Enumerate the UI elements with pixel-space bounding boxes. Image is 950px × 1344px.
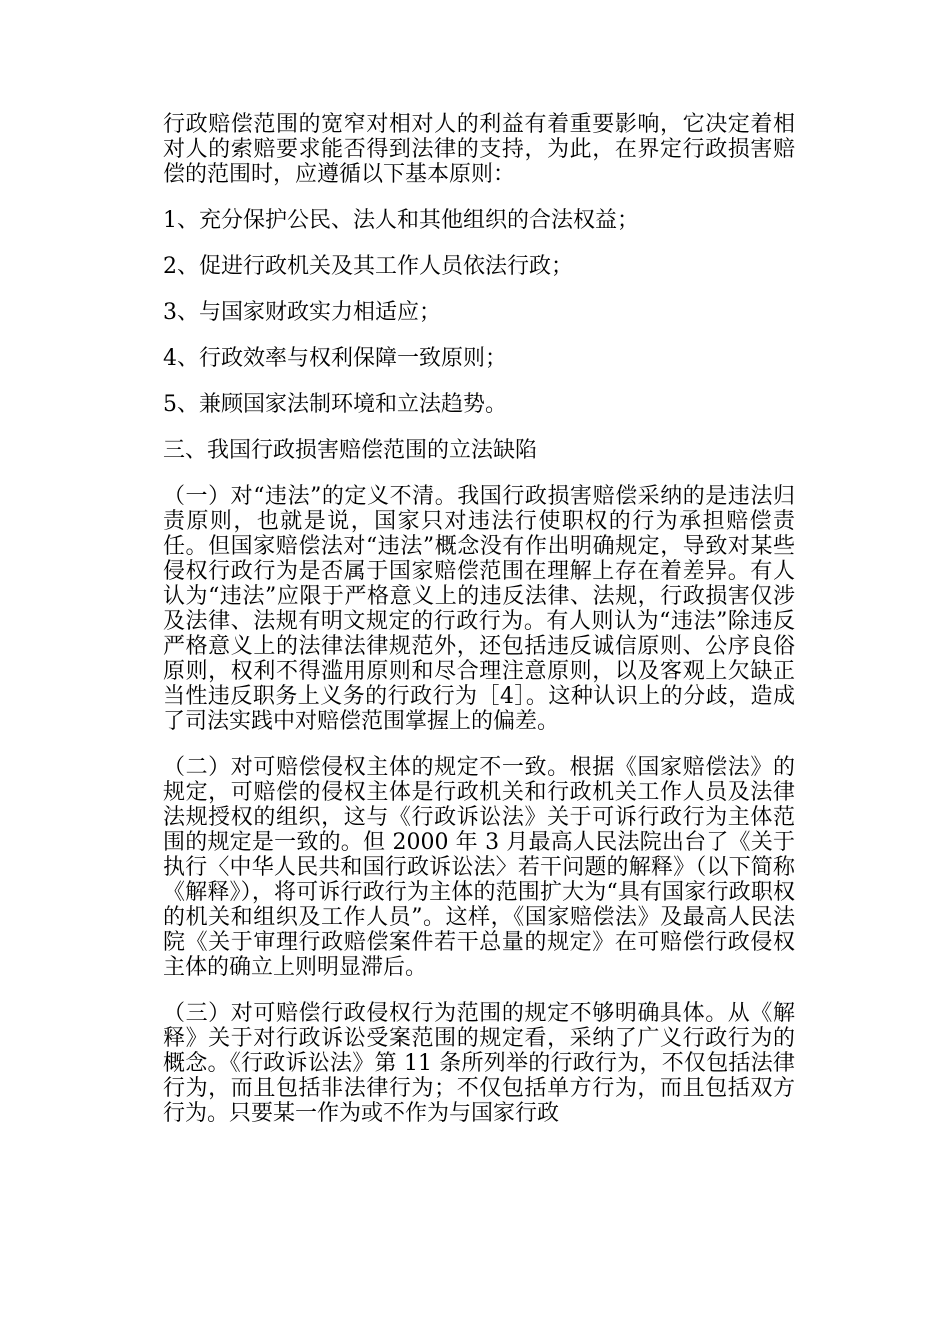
body-paragraph-2: （二）对可赔偿侵权主体的规定不一致。根据《国家赔偿法》的规定，可赔偿的侵权主体是行政机关和行政机关工作人员及法律法规授权的组织，这与《行政诉讼法》关于可诉行政行为主体范围的规定是一致的。但 2000 年 3 月最高人民法院出台了《关于执行〈中华人民共和国行政诉讼法〉若干问题的解释》（以下简称《解释》），将可诉行政行为主体的范围扩大为“具有国家行政职权的机关和组织及工作人员”。这样，《国家赔偿法》及最高人民法院《关于审理行政赔偿案件若干总量的规定》在可赔偿行政侵权主体的确立上则明显滞后。 xyxy=(163,755,795,980)
principle-item-1: 1、充分保护公民、法人和其他组织的合法权益； xyxy=(163,208,639,233)
body-paragraph-3: （三）对可赔偿行政侵权行为范围的规定不够明确具体。从《解释》关于对行政诉讼受案范围的规定看，采纳了广义行政行为的概念。《行政诉讼法》第 11 条所列举的行政行为，不仅包括法律行为，而且包括非法律行为；不仅包括单方行为，而且包括双方行为。只要某一作为或不作为与国家行政 xyxy=(163,1001,795,1126)
document-page xyxy=(163,112,795,1147)
principle-item-4: 4、行政效率与权利保障一致原则； xyxy=(163,346,507,371)
intro-paragraph: 行政赔偿范围的宽窄对相对人的利益有着重要影响，它决定着相对人的索赔要求能否得到法律的支持，为此，在界定行政损害赔偿的范围时，应遵循以下基本原则： xyxy=(163,112,795,187)
principle-item-3: 3、与国家财政实力相适应； xyxy=(163,300,441,325)
principle-item-5: 5、兼顾国家法制环境和立法趋势。 xyxy=(163,392,507,417)
body-paragraph-1: （一）对“违法”的定义不清。我国行政损害赔偿采纳的是违法归责原则，也就是说，国家只对违法行使职权的行为承担赔偿责任。但国家赔偿法对“违法”概念没有作出明确规定，导致对某些侵权行政行为是否属于国家赔偿范围在理解上存在着差异。有人认为“违法”应限于严格意义上的违反法律、法规，行政损害仅涉及法律、法规有明文规定的行政行为。有人则认为“违法”除违反严格意义上的法律法律规范外，还包括违反诚信原则、公序良俗原则，权利不得滥用原则和尽合理注意原则，以及客观上欠缺正当性违反职务上义务的行政行为［4］。这种认识上的分歧，造成了司法实践中对赔偿范围掌握上的偏差。 xyxy=(163,484,795,734)
section-heading: 三、我国行政损害赔偿范围的立法缺陷 xyxy=(163,438,538,463)
principles-list xyxy=(163,208,795,417)
principle-item-2: 2、促进行政机关及其工作人员依法行政； xyxy=(163,254,573,279)
